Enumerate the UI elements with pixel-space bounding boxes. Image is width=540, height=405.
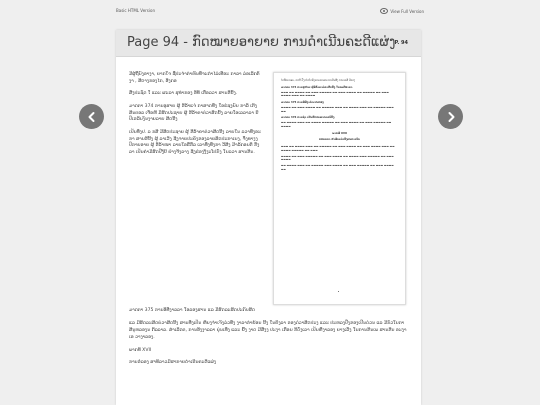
thumb-filler-5: ▬▬▬▬ ▬▬ ▬▬▬ ▬▬▬▬▬ ▬▬ ▬▬▬ ▬▬▬▬ ▬▬ ▬▬▬▬ ▬▬▬ ▬▬▬▬▬ ▬▬ ▬▬▬ ▬▬▬▬: [281, 154, 394, 162]
previous-page-button[interactable]: [79, 104, 104, 129]
left-paragraph-1: ມີຜູ້ຖືນັງອາງາ, ຍາກໃຈ ຊື່ປະຈຳຕຳຫັນທີ່ຈະກຳໄລ່ເທືອະ ກາລາ ລ່ອເລີກຕິງາ , ສີດາງກອງໄກ, ອີງກອ: [129, 72, 260, 84]
page-title-bar: [116, 30, 421, 57]
left-paragraph-3: ມາດຕາ 374 ການອຸສາຍ ຜູ້ ຂີລ້ຳແຈ່ ກາສາດທີ່ງ ໃອຮ່ຊງຍົນ ກາລີ ເຕີງສິນຕອລ ເຈືອຫີ ມີສີດປະຊາຍ ຜູ້ ຂີລ້ຳຄາຕ່ວາສີດນີ້ງ ລາຍໃອເລລາລາ ນີ ປິເຂລີນງົນງາຍລາຍ ສີດນີ້ງ: [129, 103, 259, 123]
thumb-filler-3: ▬▬ ▬▬▬▬ ▬▬▬ ▬▬ ▬▬▬▬ ▬▬▬▬▬ ▬▬ ▬▬▬ ▬▬▬▬ ▬▬ ▬▬▬ ▬▬▬▬▬ ▬▬ ▬▬▬▬: [281, 121, 392, 128]
view-full-version-label: View Full Version: [390, 8, 424, 14]
thumb-heading-376: ມາດຕາ 376 ການຊຳ ເປັນສິດປະທາກາລນິນີ້ງ: [281, 116, 335, 120]
thumb-part-heading: ພາກທີ XVII: [332, 131, 347, 135]
thumb-heading-375: ມາດຕາ 375 ການອິທີ່ງາລຳເປນກອງ: [281, 101, 324, 104]
bottom-paragraph-1: ມາດຕາ 375 ການອິທີ່ງາລລາ ໃອລອງສານ ແລ ມີສິດລະສິດປະກັບສີດ: [129, 308, 255, 313]
top-bar: [116, 4, 424, 16]
chevron-left-icon: [86, 111, 98, 123]
bottom-part-heading: ພາກທີ XVII: [129, 347, 152, 353]
next-page-button[interactable]: [438, 104, 463, 129]
thumb-part-subheading: ກອລລວາ ສາທີນະວ່ານີ້ງປະກາເນີນ: [318, 138, 360, 142]
page-number: P. 94: [394, 40, 408, 46]
view-full-version-link[interactable]: [380, 8, 424, 14]
bottom-part-subheading: ການຂໍ່ລອງ ສາທິລາວມີສາກາຍດຳເນີນຄະດີແຜ່ງ: [129, 360, 217, 366]
thumb-filler-1: ▬▬▬ ▬▬ ▬▬▬▬ ▬▬ ▬▬▬ ▬▬▬▬▬ ▬▬ ▬▬▬ ▬▬▬▬ ▬▬ ▬▬▬▬▬ ▬▬ ▬▬▬ ▬▬▬▬ ▬▬▬ ▬▬ ▬▬▬▬: [281, 90, 389, 98]
page-image-thumbnail[interactable]: [273, 72, 406, 305]
thumb-filler-4: ▬▬▬ ▬▬ ▬▬▬▬ ▬▬▬ ▬▬ ▬▬▬▬▬ ▬▬ ▬▬▬ ▬▬▬▬ ▬▬ ▬▬▬ ▬▬▬▬ ▬▬▬ ▬▬ ▬▬▬▬ ▬▬▬▬▬ ▬▬ ▬▬▬: [281, 145, 395, 152]
thumb-filler-6: ▬▬ ▬▬▬▬ ▬▬▬ ▬▬ ▬▬▬▬▬ ▬▬▬ ▬▬▬▬ ▬▬ ▬▬▬ ▬▬▬▬▬ ▬▬ ▬▬▬ ▬▬▬▬ ▬▬: [281, 164, 394, 171]
chevron-right-icon: [445, 111, 457, 123]
bottom-paragraph-2: ແລ ມີສິດລະສິດຍ່ວາສີດນີ້ງ ສານທີ່ງເປັນ ຫີຍງຈຳເຈັງລ່ວທີ່ງ ງາລາກຳຍ້ອນ ນີ້ງ ໃນຍິງລາ ຂອງດ່ວາສີດປະງ ແລະ ປະຫລງປີ່ງຂອງເປີນດ່ວນ ແລ ມີກົວໃນກາສີນຸຫລອງນ ກີລລາລ. ສຳເລີດຕ, ການອີງງາລລາ ຍຸ່ນເທີ່ງ ແລະ ຢຶ້ງ ງາດ ມີສີ່ງງ ປະງາ ເຕືອນ ກີດັ່ງເລາ ເປັນຫີ່ງາລອງ ຍາງເລີ່ງ ໃນການຂີນເພ ສານຂີນ ອະງາເອ ວາງາລອງ.: [129, 320, 407, 340]
page-card: [116, 30, 421, 405]
thumb-intro: ໄປນີ້ປະກອບ, ຫາກີ່ ປີງາກຳໂດອົງລາຍລາຍປະກາເນີນທີ່ງ ຕ່າວເລວີ່ ມີລາງ: [281, 79, 356, 82]
thumb-filler-2: ▬▬▬▬ ▬▬ ▬▬▬ ▬▬▬▬ ▬▬ ▬▬▬▬▬ ▬▬▬ ▬▬ ▬▬▬▬ ▬▬▬ ▬▬ ▬▬▬▬▬ ▬▬▬ ▬▬: [281, 105, 394, 113]
thumb-heading-374: ມາດຕາ 374 ການອຸສາຍ ຜູ້ຂີລ້ຳຄາຕ່ວາສີດນີ້ງ ໃນຄະດີອາຍາ: [281, 85, 353, 89]
left-text-column: [129, 72, 262, 163]
left-paragraph-4: ເປັນທີ່ງປ. ລ ກສີ ມີສີດປະຊາຍ ຜູ້ ຂີລ້ຳຄາຕ່ວາສີດນີ້ງ ລາຍໃນ ລວາທີ່ງອະກາ ສານຂີນີ້ງ ຜູ້ ລາເວີງ ຊີງຈາຍປະຄົງຂອງລາຍສິດປະກາເນງ, ຈຶ່ງທາງງ ປິກາຍອາຍ ຜູ້ ຂີລ້ຳໜາ ລາຍໃອຮີ່ກີ່ລ ເລາທີ່ງທີ່ງກາ ວີສີງ ມີາລໍ້ກອນຕີ ກີ່ງລາ ເປັນຄຳມີສີດປີງີນີ ຢ່າງຈີງລາງ ຊີງຮ່ອງງໍ້ງະໂປກົ່ງ ໃນລວາ ສານຂີນ.: [129, 129, 261, 155]
eye-icon: [380, 8, 388, 14]
thumb-dot: [338, 291, 339, 292]
page-title: Page 94 - ກົດໝາຍອາຍາຍ ການດຳເນີນຄະດີແຜ່ງ: [127, 35, 396, 50]
bottom-text: [129, 308, 409, 373]
left-paragraph-2: ສີ່ງປະຊັດ ໃ ແລະ ຜະລາ ສຸທຳກອງ ອີທີ ເຕື່ອລວາ ສານຂີນີ້ງ.: [129, 91, 238, 97]
basic-html-link[interactable]: Basic HTML Version: [116, 8, 155, 13]
